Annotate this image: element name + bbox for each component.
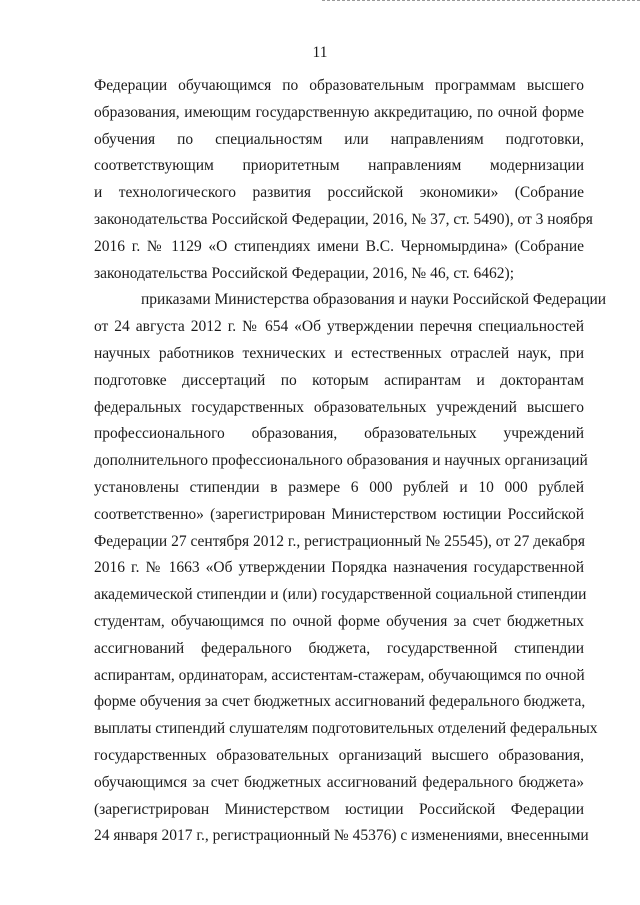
text-line: государственных образовательных организаций высшего образования, xyxy=(94,746,584,764)
text-line: установлены стипендии в размере 6 000 рублей и 10 000 рублей xyxy=(94,478,584,496)
text-line: Федерации 27 сентября 2012 г., регистрационный № 25545), от 27 декабря xyxy=(94,532,586,550)
text-line: подготовке диссертаций по которым аспирантам и докторантам xyxy=(94,371,584,389)
text-line: законодательства Российской Федерации, 2016, № 37, ст. 5490), от 3 ноября xyxy=(94,210,593,228)
text-line: выплаты стипендий слушателям подготовительных отделений федеральных xyxy=(94,720,598,738)
text-line: соответствующим приоритетным направлениям модернизации xyxy=(94,157,584,175)
text-line: академической стипендии и (или) государственной социальной стипендии xyxy=(94,586,587,604)
text-line: дополнительного профессионального образования и научных организаций xyxy=(94,452,588,470)
text-line: научных работников технических и естественных отраслей наук, при xyxy=(94,344,584,362)
text-line: (зарегистрирован Министерством юстиции Российской Федерации xyxy=(94,800,584,818)
text-line: федеральных государственных образовательных учреждений высшего xyxy=(94,398,584,416)
text-line: 24 января 2017 г., регистрационный № 45376) с изменениями, внесенными xyxy=(94,827,589,845)
text-line: от 24 августа 2012 г. № 654 «Об утверждении перечня специальностей xyxy=(94,318,584,336)
text-line: аспирантам, ординаторам, ассистентам-стажерам, обучающимся по очной xyxy=(94,666,585,684)
text-line: обучающимся за счет бюджетных ассигнований федерального бюджета» xyxy=(94,773,584,791)
text-line: образования, имеющим государственную аккредитацию, по очной форме xyxy=(94,103,584,121)
document-body xyxy=(94,73,607,850)
text-line: профессионального образования, образовательных учреждений xyxy=(94,425,584,443)
text-line: обучения по специальностям или направлениям подготовки, xyxy=(94,130,584,148)
top-edge-rule xyxy=(322,0,640,1)
text-line: законодательства Российской Федерации, 2016, № 46, ст. 6462); xyxy=(94,264,515,282)
text-line: соответственно» (зарегистрирован Министерством юстиции Российской xyxy=(94,505,584,523)
text-line: студентам, обучающимся по очной форме обучения за счет бюджетных xyxy=(94,612,584,630)
text-line: 2016 г. № 1129 «О стипендиях имени В.С. Черномырдина» (Собрание xyxy=(94,237,584,255)
text-line: ассигнований федерального бюджета, государственной стипендии xyxy=(94,639,584,657)
text-line: 2016 г. № 1663 «Об утверждении Порядка назначения государственной xyxy=(94,559,584,577)
text-line: и технологического развития российской экономики» (Собрание xyxy=(94,184,584,202)
text-line: форме обучения за счет бюджетных ассигнований федерального бюджета, xyxy=(94,693,586,711)
paragraph-first-line: приказами Министерства образования и науки Российской Федерации xyxy=(141,291,607,309)
text-line: Федерации обучающимся по образовательным программам высшего xyxy=(94,77,584,94)
page-number: 11 xyxy=(312,44,328,61)
